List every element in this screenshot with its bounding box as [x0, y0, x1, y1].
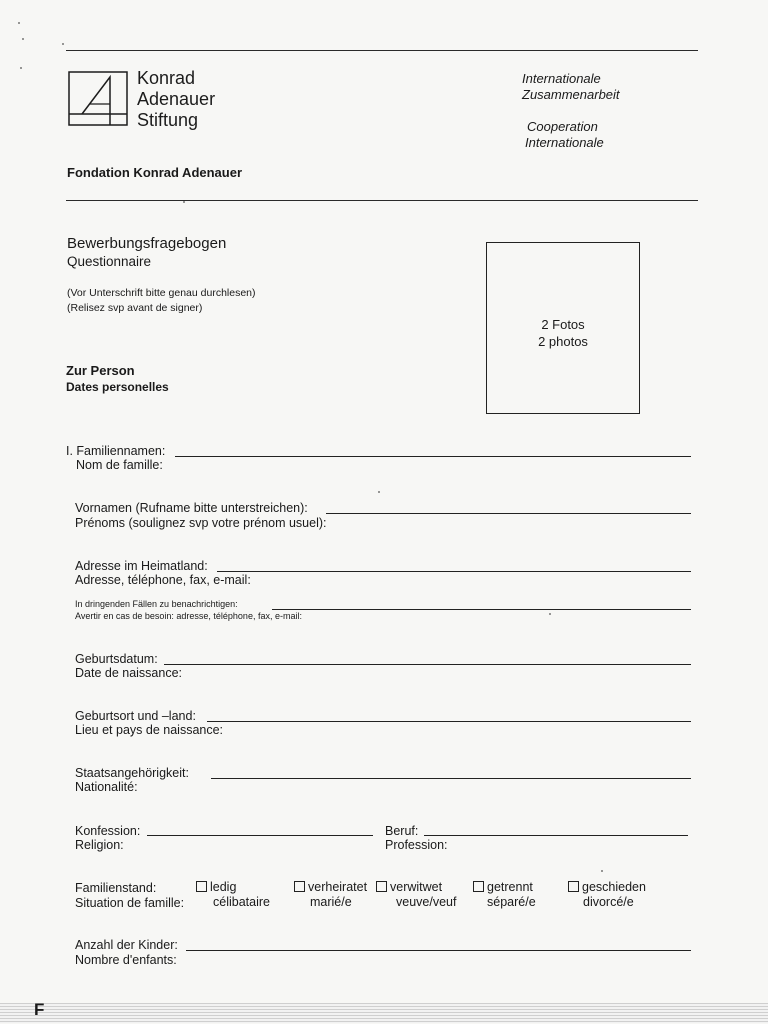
- photo-box-line-1: 2 Fotos: [541, 317, 585, 332]
- scan-speck: [22, 38, 24, 40]
- intl-de-line-2: Zusammenarbeit: [522, 87, 620, 102]
- geburtsort-field[interactable]: [207, 721, 691, 722]
- geburtsdatum-field[interactable]: [164, 664, 691, 665]
- beruf-field[interactable]: [424, 835, 688, 836]
- vorname-label-de: Vornamen (Rufname bitte unterstreichen):: [75, 501, 308, 515]
- geburtsdatum-label-de: Geburtsdatum:: [75, 652, 158, 666]
- checkbox-verheiratet[interactable]: [294, 881, 305, 892]
- notfall-field[interactable]: [272, 609, 691, 610]
- scan-speck: [378, 491, 380, 493]
- checkbox-verwitwet[interactable]: [376, 881, 387, 892]
- kas-logo-icon: [68, 71, 130, 127]
- logo-line-2: Adenauer: [137, 89, 216, 109]
- scan-speck: [20, 67, 22, 69]
- adresse-field[interactable]: [217, 571, 691, 572]
- konfession-label-de: Konfession:: [75, 824, 141, 838]
- vorname-label-fr: Prénoms (soulignez svp votre prénom usuel):: [75, 516, 327, 530]
- kinder-field[interactable]: [186, 950, 691, 951]
- beruf-label-fr: Profession:: [385, 838, 448, 852]
- kinder-label-de: Anzahl der Kinder:: [75, 938, 178, 952]
- form-title-fr: Questionnaire: [67, 254, 152, 269]
- checkbox-ledig[interactable]: [196, 881, 207, 892]
- konfession-field[interactable]: [147, 835, 373, 836]
- scan-speck: [62, 43, 64, 45]
- geschieden-label-fr: divorcé/e: [583, 895, 634, 909]
- vorname-field[interactable]: [326, 513, 691, 514]
- header-rule: [66, 200, 698, 201]
- adresse-label-fr: Adresse, téléphone, fax, e-mail:: [75, 573, 251, 587]
- geburtsdatum-label-fr: Date de naissance:: [75, 666, 183, 680]
- konfession-label-fr: Religion:: [75, 838, 124, 852]
- beruf-label-de: Beruf:: [385, 824, 419, 838]
- staatsangehoerigkeit-label-de: Staatsangehörigkeit:: [75, 766, 189, 780]
- staatsangehoerigkeit-label-fr: Nationalité:: [75, 780, 138, 794]
- intl-de-line-1: Internationale: [522, 71, 601, 86]
- org-name-fr: Fondation Konrad Adenauer: [67, 165, 243, 180]
- logo-line-3: Stiftung: [137, 110, 199, 130]
- getrennt-label-de: getrennt: [487, 880, 533, 894]
- verheiratet-label-fr: marié/e: [310, 895, 352, 909]
- marital-option-geschieden[interactable]: [568, 880, 646, 908]
- checkbox-geschieden[interactable]: [568, 881, 579, 892]
- kinder-label-fr: Nombre d'enfants:: [75, 953, 177, 967]
- ledig-label-de: ledig: [210, 880, 237, 894]
- scan-speck: [18, 22, 20, 24]
- intl-fr-line-1: Cooperation: [527, 119, 598, 134]
- marital-option-verheiratet[interactable]: [294, 880, 367, 908]
- geburtsort-label-de: Geburtsort und –land:: [75, 709, 196, 723]
- geschieden-label-de: geschieden: [582, 880, 646, 894]
- adresse-label-de: Adresse im Heimatland:: [75, 559, 208, 573]
- section-title-de: Zur Person: [66, 363, 135, 378]
- verwitwet-label-de: verwitwet: [390, 880, 443, 894]
- logo-line-1: Konrad: [137, 68, 196, 88]
- verheiratet-label-de: verheiratet: [308, 880, 368, 894]
- top-rule: [66, 50, 698, 51]
- verwitwet-label-fr: veuve/veuf: [396, 895, 457, 909]
- scan-speck: [183, 201, 185, 203]
- scan-edge-strip: [0, 1003, 768, 1023]
- scan-speck: [601, 870, 603, 872]
- photo-box-line-2: 2 photos: [538, 334, 588, 349]
- footer-mark: F: [34, 1000, 45, 1019]
- checkbox-getrennt[interactable]: [473, 881, 484, 892]
- intl-fr-line-2: Internationale: [525, 135, 604, 150]
- marital-option-getrennt[interactable]: [473, 880, 536, 909]
- form-title-de: Bewerbungsfragebogen: [67, 235, 227, 252]
- geburtsort-label-fr: Lieu et pays de naissance:: [75, 723, 224, 737]
- familienstand-label-fr: Situation de famille:: [75, 896, 185, 910]
- read-note-fr: (Relisez svp avant de signer): [67, 302, 203, 314]
- familienname-field[interactable]: [175, 456, 691, 457]
- marital-option-verwitwet[interactable]: [376, 880, 457, 909]
- familienname-label-de: I. Familiennamen:: [66, 444, 166, 458]
- staatsangehoerigkeit-field[interactable]: [211, 778, 691, 779]
- ledig-label-fr: célibataire: [213, 895, 270, 909]
- notfall-label-de: In dringenden Fällen zu benachrichtigen:: [75, 599, 238, 609]
- familienstand-label-de: Familienstand:: [75, 881, 157, 895]
- scan-speck: [549, 613, 551, 615]
- familienname-label-fr: Nom de famille:: [76, 458, 163, 472]
- section-title-fr: Dates personelles: [66, 380, 169, 394]
- marital-option-ledig[interactable]: [196, 880, 270, 909]
- getrennt-label-fr: séparé/e: [487, 895, 536, 909]
- read-note-de: (Vor Unterschrift bitte genau durchlesen): [67, 287, 256, 299]
- photo-box: [486, 242, 640, 414]
- notfall-label-fr: Avertir en cas de besoin: adresse, téléphone, fax, e-mail:: [75, 611, 302, 621]
